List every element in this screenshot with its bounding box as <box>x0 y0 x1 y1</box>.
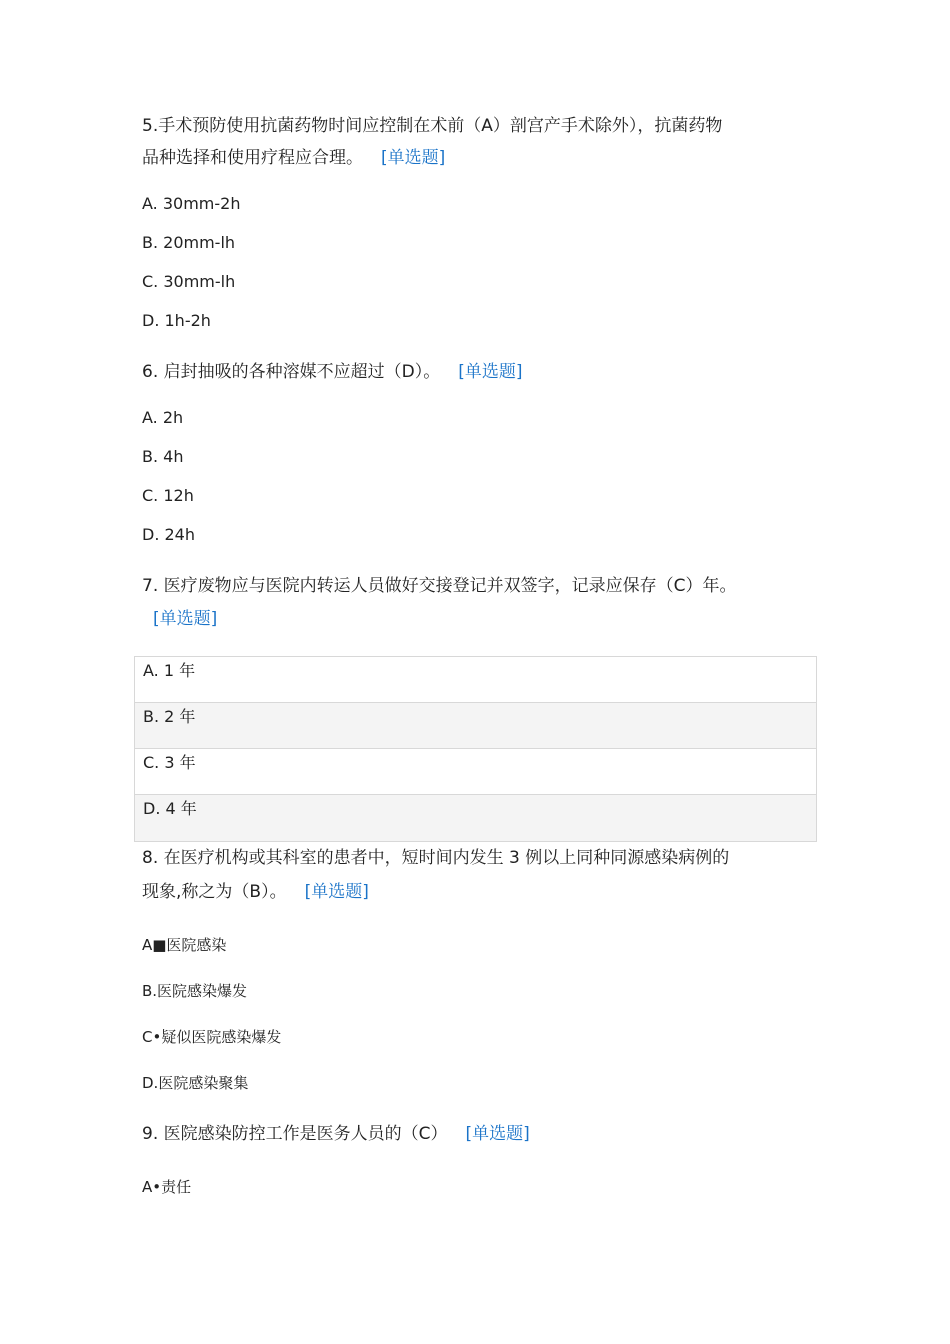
question-5-option-b: B. 20mm-lh <box>142 233 236 252</box>
question-5-title-text: 品种选择和使用疗程应合理。 <box>142 148 363 168</box>
question-8-title-line1: 8. 在医疗机构或其科室的患者中，短时间内发生 3 例以上同种同源感染病例的 <box>142 848 730 868</box>
question-5-option-a: A. 30mm-2h <box>142 194 241 213</box>
question-8-option-d: D.医院感染聚集 <box>142 1074 249 1092</box>
question-9-option-a: A•责任 <box>142 1178 192 1196</box>
question-6-type-tag: [单选题] <box>458 362 523 382</box>
question-7-option-a: A. 1 年 <box>135 657 816 703</box>
question-6-title-text: 6. 启封抽吸的各种溶媒不应超过（D）。 <box>142 362 441 382</box>
question-7-title-line1: 7. 医疗废物应与医院内转运人员做好交接登记并双签字，记录应保存（C）年。 <box>142 576 737 596</box>
question-8-option-b: B.医院感染爆发 <box>142 982 248 1000</box>
question-8-option-a: A■医院感染 <box>142 936 227 954</box>
question-8-title-text: 现象,称之为（B）。 <box>142 882 287 902</box>
question-7-option-c: C. 3 年 <box>135 749 816 795</box>
question-8-title-line2 <box>142 876 369 908</box>
question-9-title-text: 9. 医院感染防控工作是医务人员的（C） <box>142 1124 448 1144</box>
question-6-option-b: B. 4h <box>142 447 184 466</box>
question-7-title-line2 <box>135 603 217 635</box>
question-7-options-table <box>134 656 817 842</box>
question-7-type-tag: [单选题] <box>153 609 218 629</box>
question-9-type-tag: [单选题] <box>465 1124 530 1144</box>
question-9-title <box>142 1118 530 1150</box>
question-8-type-tag: [单选题] <box>304 882 369 902</box>
question-6-title <box>142 356 522 388</box>
question-7-option-d: D. 4 年 <box>135 795 816 841</box>
question-5-option-d: D. 1h-2h <box>142 311 211 330</box>
question-5-option-c: C. 30mm-lh <box>142 272 236 291</box>
question-5-type-tag: [单选题] <box>381 148 446 168</box>
question-7-option-b: B. 2 年 <box>135 703 816 749</box>
question-8-option-c: C•疑似医院感染爆发 <box>142 1028 282 1046</box>
question-5-title-line2 <box>142 142 445 174</box>
question-5-title-line1: 5.手术预防使用抗菌药物时间应控制在术前（A）剖宫产手术除外），抗菌药物 <box>142 116 723 136</box>
question-6-option-a: A. 2h <box>142 408 184 427</box>
question-6-option-c: C. 12h <box>142 486 194 505</box>
question-6-option-d: D. 24h <box>142 525 195 544</box>
